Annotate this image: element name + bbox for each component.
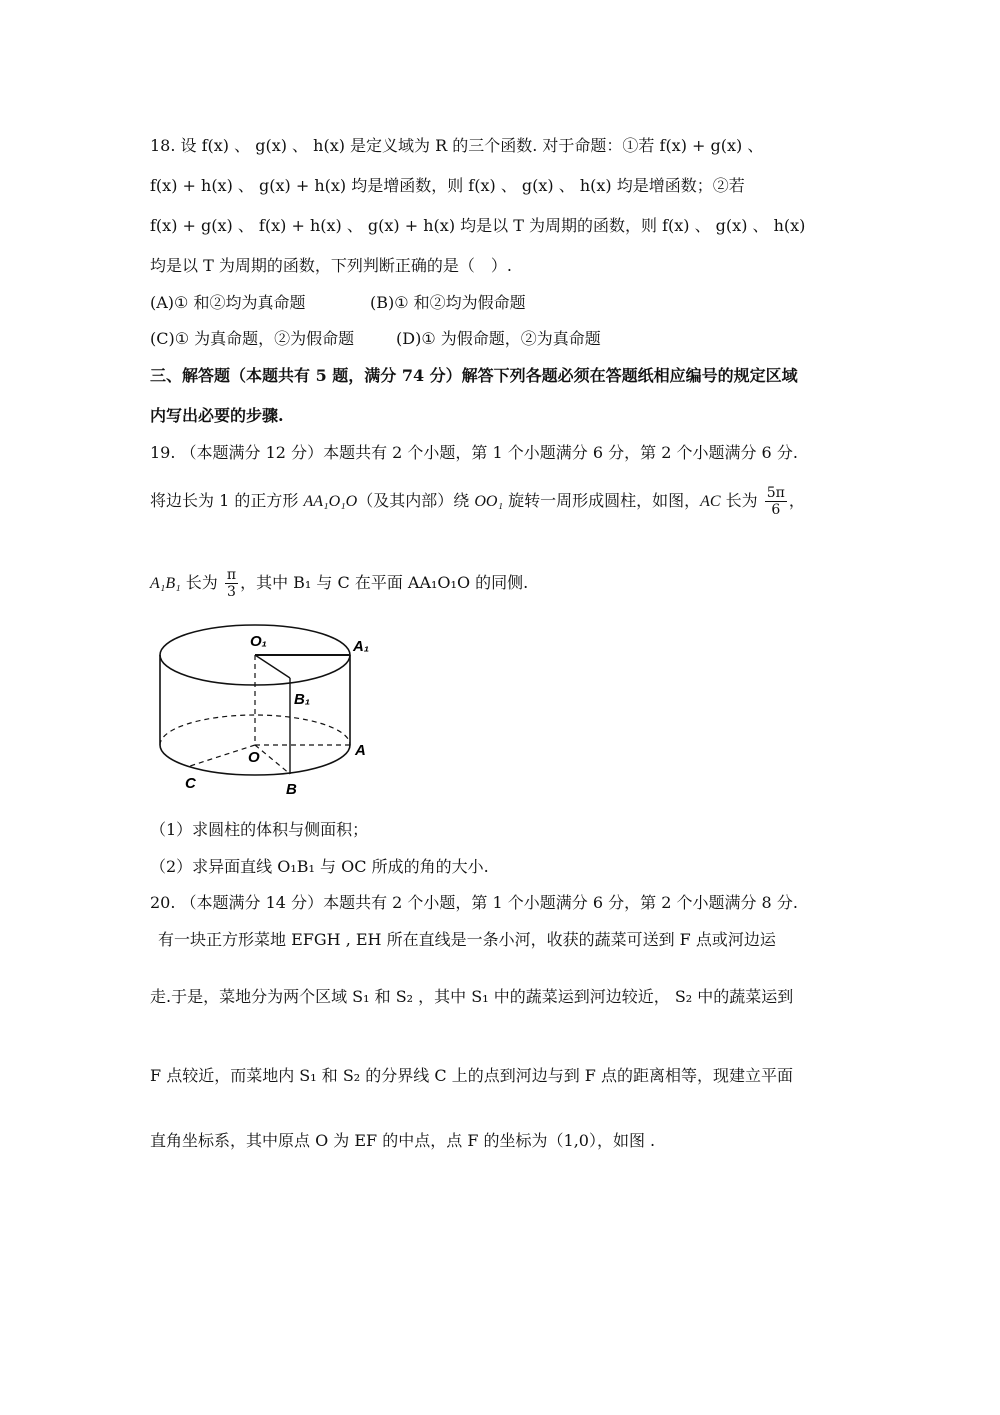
q19-fraction-1-den: 6 [771,502,781,518]
q19-fraction-2-den: 3 [227,584,236,600]
q18-option-d: (D)① 为假命题，②为真命题 [396,329,601,348]
q19-axis: OO₁ [474,493,503,510]
q19-stem-line2 [150,566,528,601]
label-o1: O₁ [250,633,267,650]
q19-stem-e: ， [788,491,805,510]
label-b: B [286,781,297,798]
segment-oc [190,745,255,766]
q20-line2: 走.于是，菜地分为两个区域 S₁ 和 S₂ ，其中 S₁ 中的蔬菜运到河边较近， S₂ 中的蔬菜运到 [150,987,794,1006]
q19-fraction-1 [765,485,787,518]
q18-line1: 18. 设 f(x) 、 g(x) 、 h(x) 是定义域为 R 的三个函数. 对于命题：①若 f(x) + g(x) 、 [150,136,764,155]
label-a1: A₁ [353,638,370,655]
section3-line2: 内写出必要的步骤. [150,406,284,425]
q20-header: 20. （本题满分 14 分）本题共有 2 个小题，第 1 个小题满分 6 分，第 2 个小题满分 8 分. [150,893,798,912]
q19-square: AA₁O₁O [303,493,358,510]
q18-option-a: (A)① 和②均为真命题 [150,293,306,312]
q19-stem-f: 长为 [180,573,223,592]
q19-stem-g: ，其中 B₁ 与 C 在平面 AA₁O₁O 的同侧. [240,573,529,592]
q19-stem-a: 将边长为 1 的正方形 [150,491,304,510]
segment-o1b1 [255,655,290,678]
q20-line4: 直角坐标系，其中原点 O 为 EF 的中点，点 F 的坐标为（1,0），如图 . [150,1131,656,1150]
q19-fraction-1-num: 5π [766,485,785,501]
label-o: O [248,749,260,766]
q18-option-c: (C)① 为真命题，②为假命题 [150,329,355,348]
q19-stem-c: 旋转一周形成圆柱，如图， [503,491,701,510]
q19-header: 19. （本题满分 12 分）本题共有 2 个小题，第 1 个小题满分 6 分，第 2 个小题满分 6 分. [150,443,798,462]
label-c: C [185,775,196,792]
q19-part2: （2）求异面直线 O₁B₁ 与 OC 所成的角的大小. [150,857,489,876]
q20-line3: F 点较近，而菜地内 S₁ 和 S₂ 的分界线 C 上的点到河边与到 F 点的距离相等，现建立平面 [150,1066,793,1085]
q19-stem-line1 [150,484,805,519]
label-a: A [355,742,366,759]
segment-ob [255,745,290,774]
q19-arc-ac: AC [700,493,721,510]
q19-arc-a1b1: A₁B₁ [150,575,181,592]
section3-line1: 三、解答题（本题共有 5 题，满分 74 分）解答下列各题必须在答题纸相应编号的规定区域 [150,366,798,385]
label-b1: B₁ [294,691,311,708]
q18-line3: f(x) + g(x) 、 f(x) + h(x) 、 g(x) + h(x) 均是以 T 为周期的函数，则 f(x) 、 g(x) 、 h(x) [150,216,806,235]
q20-line1: 有一块正方形菜地 EFGH , EH 所在直线是一条小河，收获的蔬菜可送到 F 点或河边运 [158,930,776,949]
cylinder-figure [150,618,390,803]
q18-line2: f(x) + h(x) 、 g(x) + h(x) 均是增函数，则 f(x) 、 g(x) 、 h(x) 均是增函数；②若 [150,176,745,195]
q19-fraction-2 [225,567,238,600]
q19-stem-b: （及其内部）绕 [357,491,475,510]
q19-stem-d: 长为 [720,491,763,510]
q19-part1: （1）求圆柱的体积与侧面积； [150,820,369,839]
q18-option-b: (B)① 和②均为假命题 [370,293,526,312]
q18-line4: 均是以 T 为周期的函数，下列判断正确的是（ ）. [150,256,512,275]
q19-fraction-2-num: π [226,567,237,583]
